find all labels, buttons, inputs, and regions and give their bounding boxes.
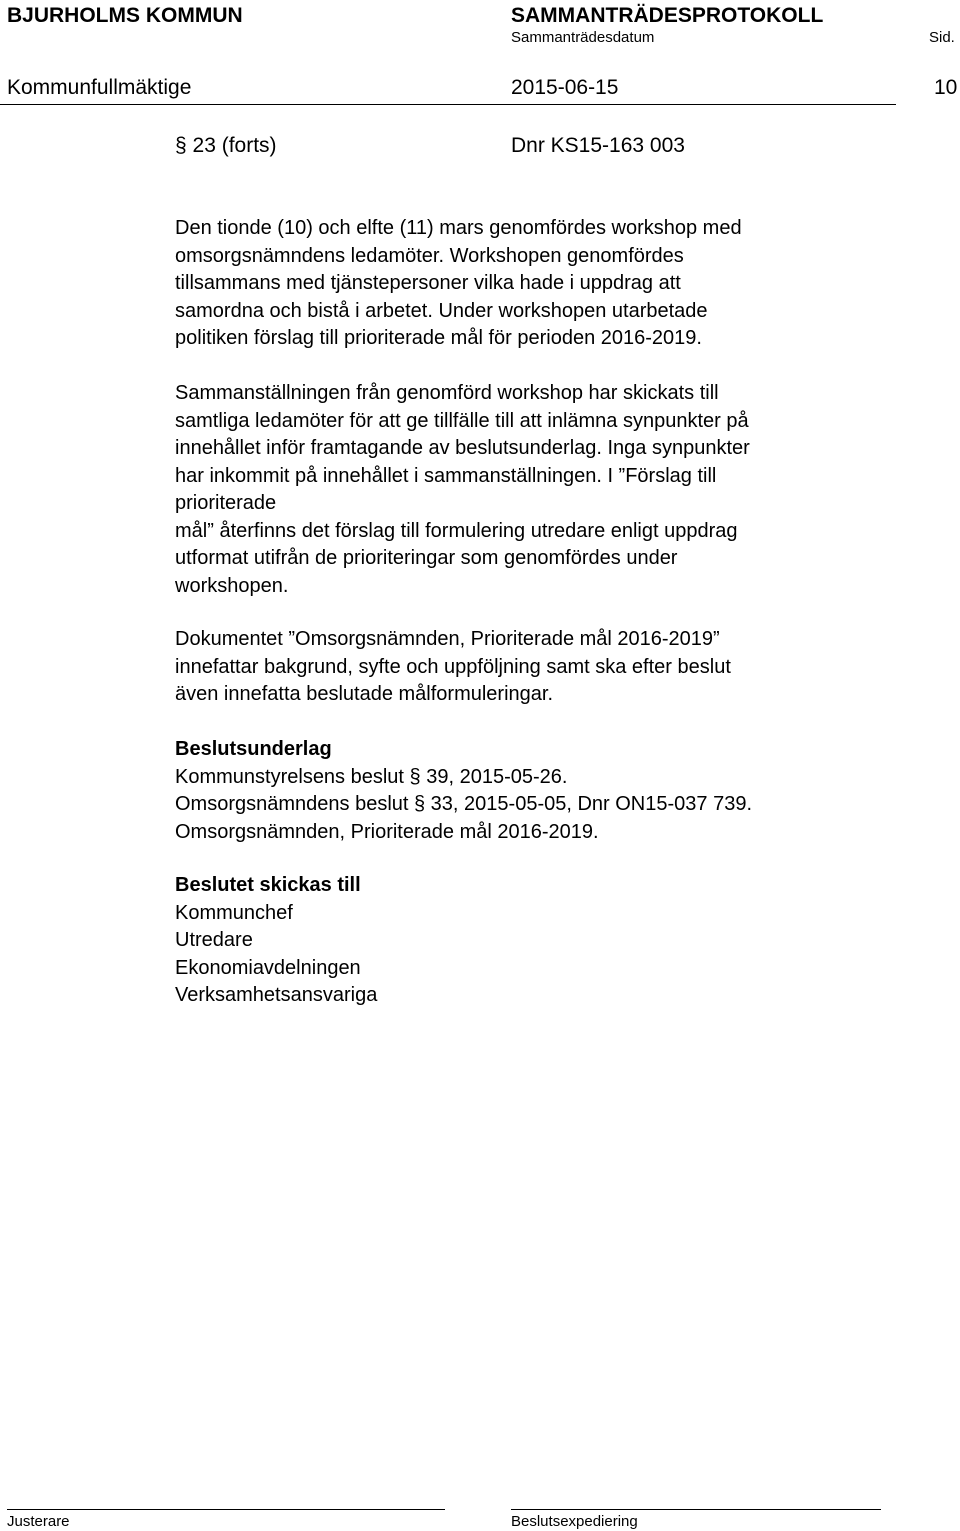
- paragraph-1-text: Den tionde (10) och elfte (11) mars genomfördes workshop med omsorgsnämndens ledamöter. Workshopen genomfördes tillsammans med tjänstepersoner vilka hade i uppdrag att samordna och bistå i arbetet. Under workshopen utarbetade politiken förslag till prioriterade mål för perioden 2016-2019.: [175, 217, 742, 349]
- distribution-heading: Beslutet skickas till: [175, 874, 361, 896]
- beslutsunderlag-item: Omsorgsnämnden, Prioriterade mål 2016-2019.: [175, 820, 599, 843]
- header-rule: [0, 104, 896, 105]
- beslutsunderlag-heading: Beslutsunderlag: [175, 738, 332, 760]
- paragraph-2: [175, 380, 895, 600]
- meeting-date-label: Sammanträdesdatum: [511, 29, 655, 46]
- distribution-section: [175, 872, 895, 1010]
- page-label: Sid.: [929, 29, 955, 46]
- paragraph-1: [175, 215, 895, 353]
- paragraph-3-text: Dokumentet ”Omsorgsnämnden, Prioriterade mål 2016-2019” innefattar bakgrund, syfte och uppföljning samt ska efter beslut även innefatta beslutade målformuleringar.: [175, 628, 731, 705]
- distribution-item: Kommunchef: [175, 901, 293, 924]
- beslutsunderlag-item: Kommunstyrelsens beslut § 39, 2015-05-26.: [175, 765, 568, 788]
- distribution-item: Utredare: [175, 929, 253, 951]
- diary-number: Dnr KS15-163 003: [511, 134, 685, 157]
- org-name: BJURHOLMS KOMMUN: [7, 4, 243, 27]
- page-number: 10: [934, 76, 958, 99]
- footer-rule-right: [511, 1509, 881, 1510]
- distribution-item: Ekonomiavdelningen: [175, 956, 361, 979]
- paragraph-2-text: Sammanställningen från genomförd workshop har skickats till samtliga ledamöter för att ge tillfälle till att inlämna synpunkter på innehållet inför framtagande av beslutsunderlag. Inga synpunkter har inkommit på innehållet i sammanställningen. I ”Förslag till prioriterade mål” återfinns det förslag till formulering utredare enligt uppdrag utformat utifrån de prioriteringar som genomfördes under workshopen.: [175, 382, 750, 597]
- distribution-item: Verksamhetsansvariga: [175, 984, 378, 1006]
- beslutsunderlag-section: [175, 736, 895, 846]
- section-number: § 23 (forts): [175, 134, 277, 157]
- expediering-label: Beslutsexpediering: [511, 1513, 638, 1530]
- meeting-date: 2015-06-15: [511, 76, 619, 99]
- document-type: SAMMANTRÄDESPROTOKOLL: [511, 4, 824, 27]
- footer-rule-left: [7, 1509, 445, 1510]
- body-name: Kommunfullmäktige: [7, 76, 192, 99]
- beslutsunderlag-item: Omsorgsnämndens beslut § 33, 2015-05-05, Dnr ON15-037 739.: [175, 793, 753, 815]
- justerare-label: Justerare: [7, 1513, 70, 1530]
- paragraph-3: [175, 626, 895, 709]
